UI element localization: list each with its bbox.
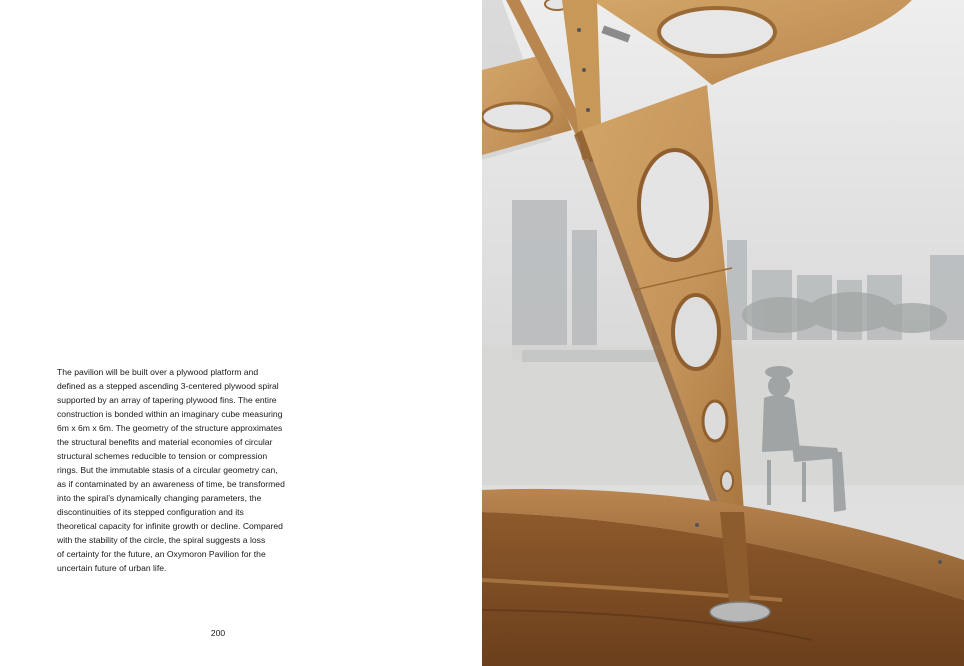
paragraph-line: of certainty for the future, an Oxymoron Pavilion for the bbox=[57, 549, 266, 559]
body-paragraph bbox=[57, 365, 293, 575]
paragraph-line: into the spiral’s dynamically changing parameters, the bbox=[57, 493, 262, 503]
paragraph-line: construction is bonded within an imaginary cube measuring bbox=[57, 409, 283, 419]
paragraph-line: structural schemes reducible to tension or compression bbox=[57, 451, 268, 461]
pavilion-photo bbox=[482, 0, 964, 666]
paragraph-line: defined as a stepped ascending 3-centered plywood spiral bbox=[57, 381, 279, 391]
paragraph-line: 6m x 6m x 6m. The geometry of the structure approximates bbox=[57, 423, 283, 433]
fin-opening-tiny bbox=[721, 471, 733, 491]
paragraph-line: theoretical capacity for infinite growth or decline. Compared bbox=[57, 521, 283, 531]
page-number: 200 bbox=[210, 628, 226, 638]
paragraph-line: discontinuities of its stepped configuration and its bbox=[57, 507, 244, 517]
paragraph-line: with the stability of the circle, the spiral suggests a loss bbox=[57, 535, 266, 545]
paragraph-line: the structural benefits and material economies of circular bbox=[57, 437, 273, 447]
fin-opening-medium bbox=[673, 295, 719, 369]
paragraph-line: The pavilion will be built over a plywood platform and bbox=[57, 367, 259, 377]
roof-circular-opening bbox=[659, 8, 775, 56]
left-roof-opening bbox=[482, 103, 552, 131]
fin-opening-small bbox=[703, 401, 727, 441]
paragraph-line: uncertain future of urban life. bbox=[57, 563, 167, 573]
paragraph-line: rings. But the immutable stasis of a circular geometry can, bbox=[57, 465, 278, 475]
pavilion-photo-illustration bbox=[482, 0, 964, 666]
metal-base-plate bbox=[710, 602, 770, 622]
paragraph-line: as if contaminated by an awareness of time, be transformed bbox=[57, 479, 285, 489]
paragraph-line: supported by an array of tapering plywood fins. The entire bbox=[57, 395, 277, 405]
fin-opening-large bbox=[639, 150, 711, 260]
